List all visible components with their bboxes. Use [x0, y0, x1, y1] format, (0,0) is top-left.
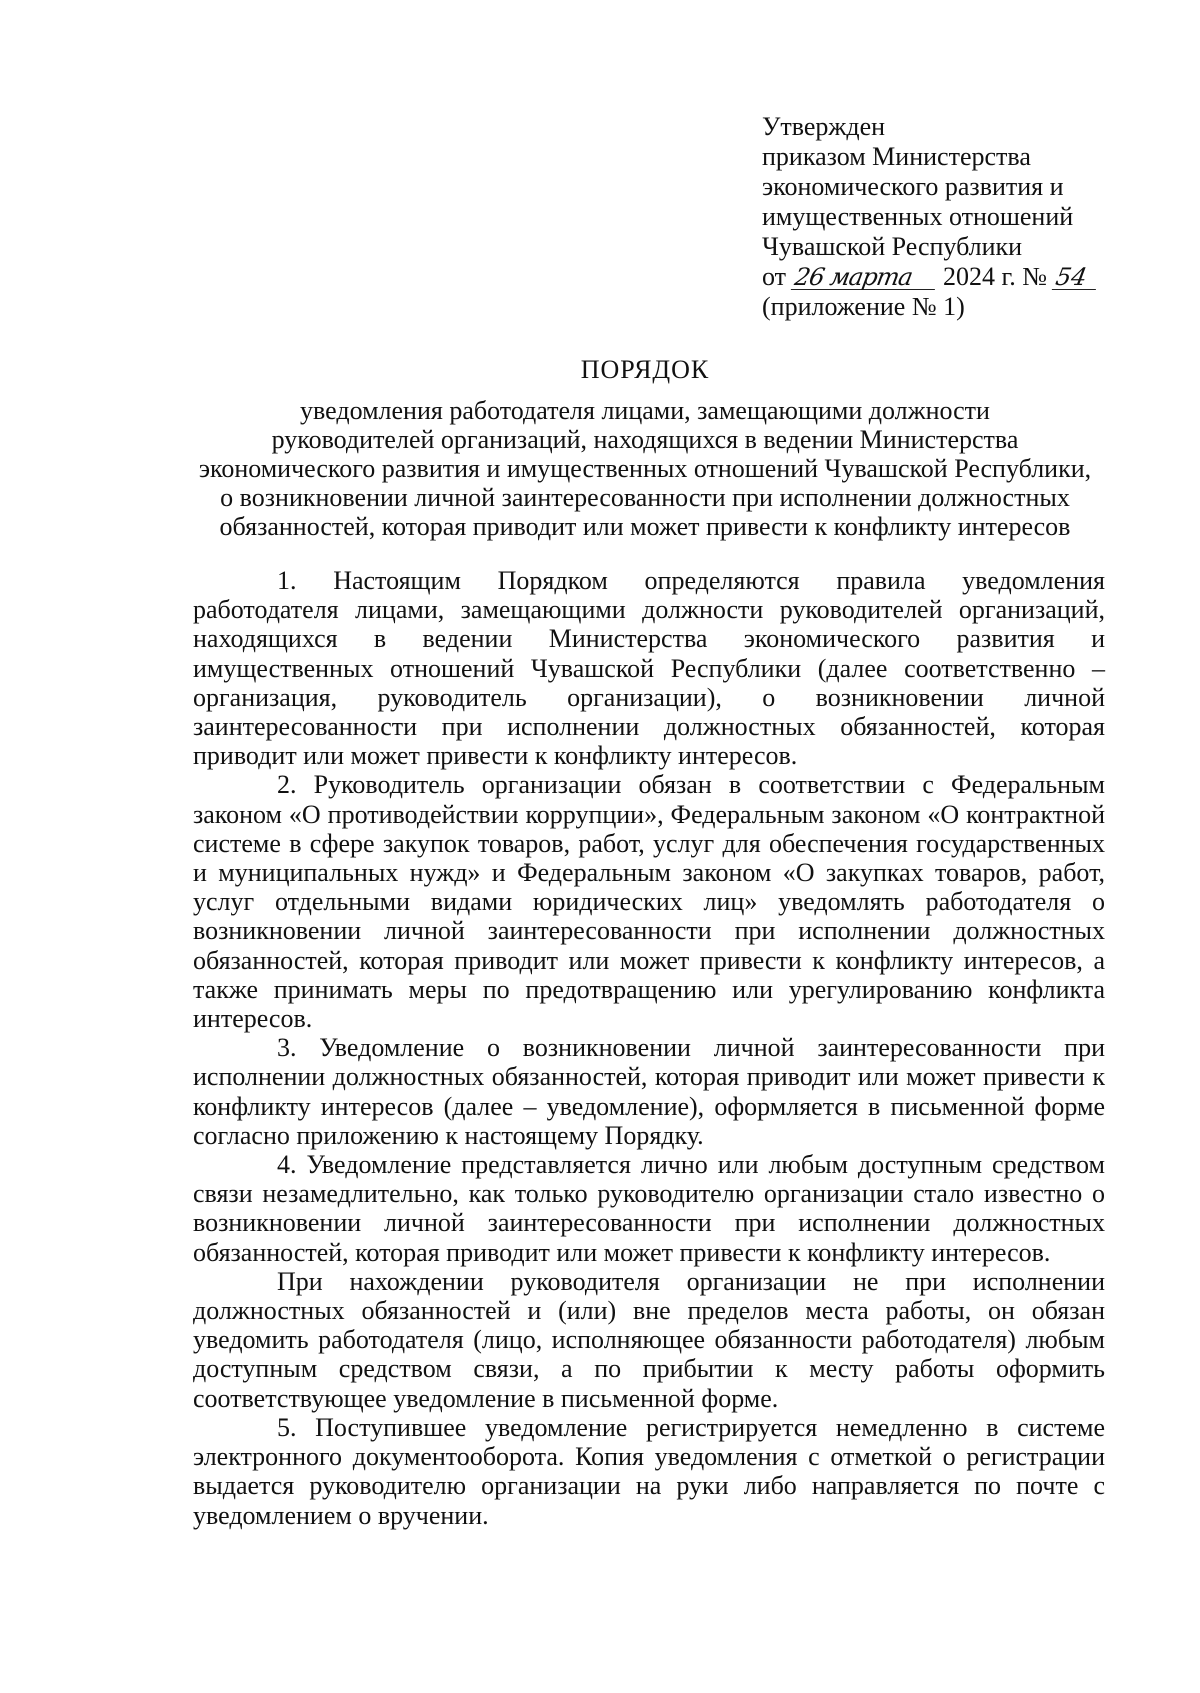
- approval-line-4: имущественных отношений: [762, 202, 1074, 231]
- subtitle-line: уведомления работодателя лицами, замещающими должности: [300, 396, 990, 425]
- approval-stamp: [762, 112, 1162, 322]
- document-body: [193, 566, 1105, 1530]
- document-subtitle: [140, 396, 1150, 541]
- approval-date-line: [762, 262, 1162, 292]
- subtitle-line: руководителей организаций, находящихся в ведении Министерства: [271, 425, 1019, 454]
- paragraph-5: 5. Поступившее уведомление регистрируется немедленно в системе электронного документооборота. Копия уведомления с отметкой о регистрации выдается руководителю организации на руки либо направляется по почте с уведомлением о вручении.: [193, 1412, 1105, 1530]
- approval-line-2: приказом Министерства: [762, 142, 1031, 171]
- approval-line-3: экономического развития и: [762, 172, 1064, 201]
- subtitle-line: обязанностей, которая приводит или может привести к конфликту интересов: [219, 512, 1071, 541]
- date-prefix: от: [762, 262, 787, 291]
- document-title: ПОРЯДОК: [580, 355, 710, 384]
- handwritten-date: 26 марта: [790, 265, 938, 290]
- approval-line-5: Чувашской Республики: [762, 232, 1023, 261]
- subtitle-line: экономического развития и имущественных отношений Чувашской Республики,: [198, 454, 1092, 483]
- handwritten-order-number: 54: [1051, 265, 1099, 290]
- paragraph-4: 4. Уведомление представляется лично или любым доступным средством связи незамедлительно, как только руководителю организации стало известно о возникновении личной заинтересованности при исполнении должностных обязанностей, которая приводит или может привести к конфликту интересов.: [193, 1150, 1105, 1267]
- paragraph-2: 2. Руководитель организации обязан в соответствии с Федеральным законом «О противодействии коррупции», Федеральным законом «О контрактной системе в сфере закупок товаров, работ, услуг для обеспечения государственных и муниципальных нужд» и Федеральным законом «О закупках товаров, работ, услуг отдельными видами юридических лиц» уведомлять работодателя о возникновении личной заинтересованности при исполнении должностных обязанностей, которая приводит или может привести к конфликту интересов, а также принимать меры по предотвращению или урегулированию конфликта интересов.: [193, 770, 1105, 1034]
- paragraph-1: 1. Настоящим Порядком определяются правила уведомления работодателя лицами, замещающими должности руководителей организаций, находящихся в ведении Министерства экономического развития и имущественных отношений Чувашской Республики (далее соответственно – организация, руководитель организации), о возникновении личной заинтересованности при исполнении должностных обязанностей, которая приводит или может привести к конфликту интересов.: [193, 566, 1105, 771]
- paragraph-4-continued: При нахождении руководителя организации не при исполнении должностных обязанностей и (или) вне пределов места работы, он обязан уведомить работодателя (лицо, исполняющее обязанности работодателя) любым доступным средством связи, а по прибытии к месту работы оформить соответствующее уведомление в письменной форме.: [193, 1266, 1105, 1413]
- paragraph-3: 3. Уведомление о возникновении личной заинтересованности при исполнении должностных обязанностей, которая приводит или может привести к конфликту интересов (далее – уведомление), оформляется в письменной форме согласно приложению к настоящему Порядку.: [193, 1033, 1105, 1150]
- approval-appendix: (приложение № 1): [762, 292, 965, 321]
- approval-line-1: Утвержден: [762, 112, 886, 141]
- year-text: 2024 г. №: [943, 262, 1048, 291]
- title-block: [140, 350, 1150, 541]
- subtitle-line: о возникновении личной заинтересованности при исполнении должностных: [220, 483, 1070, 512]
